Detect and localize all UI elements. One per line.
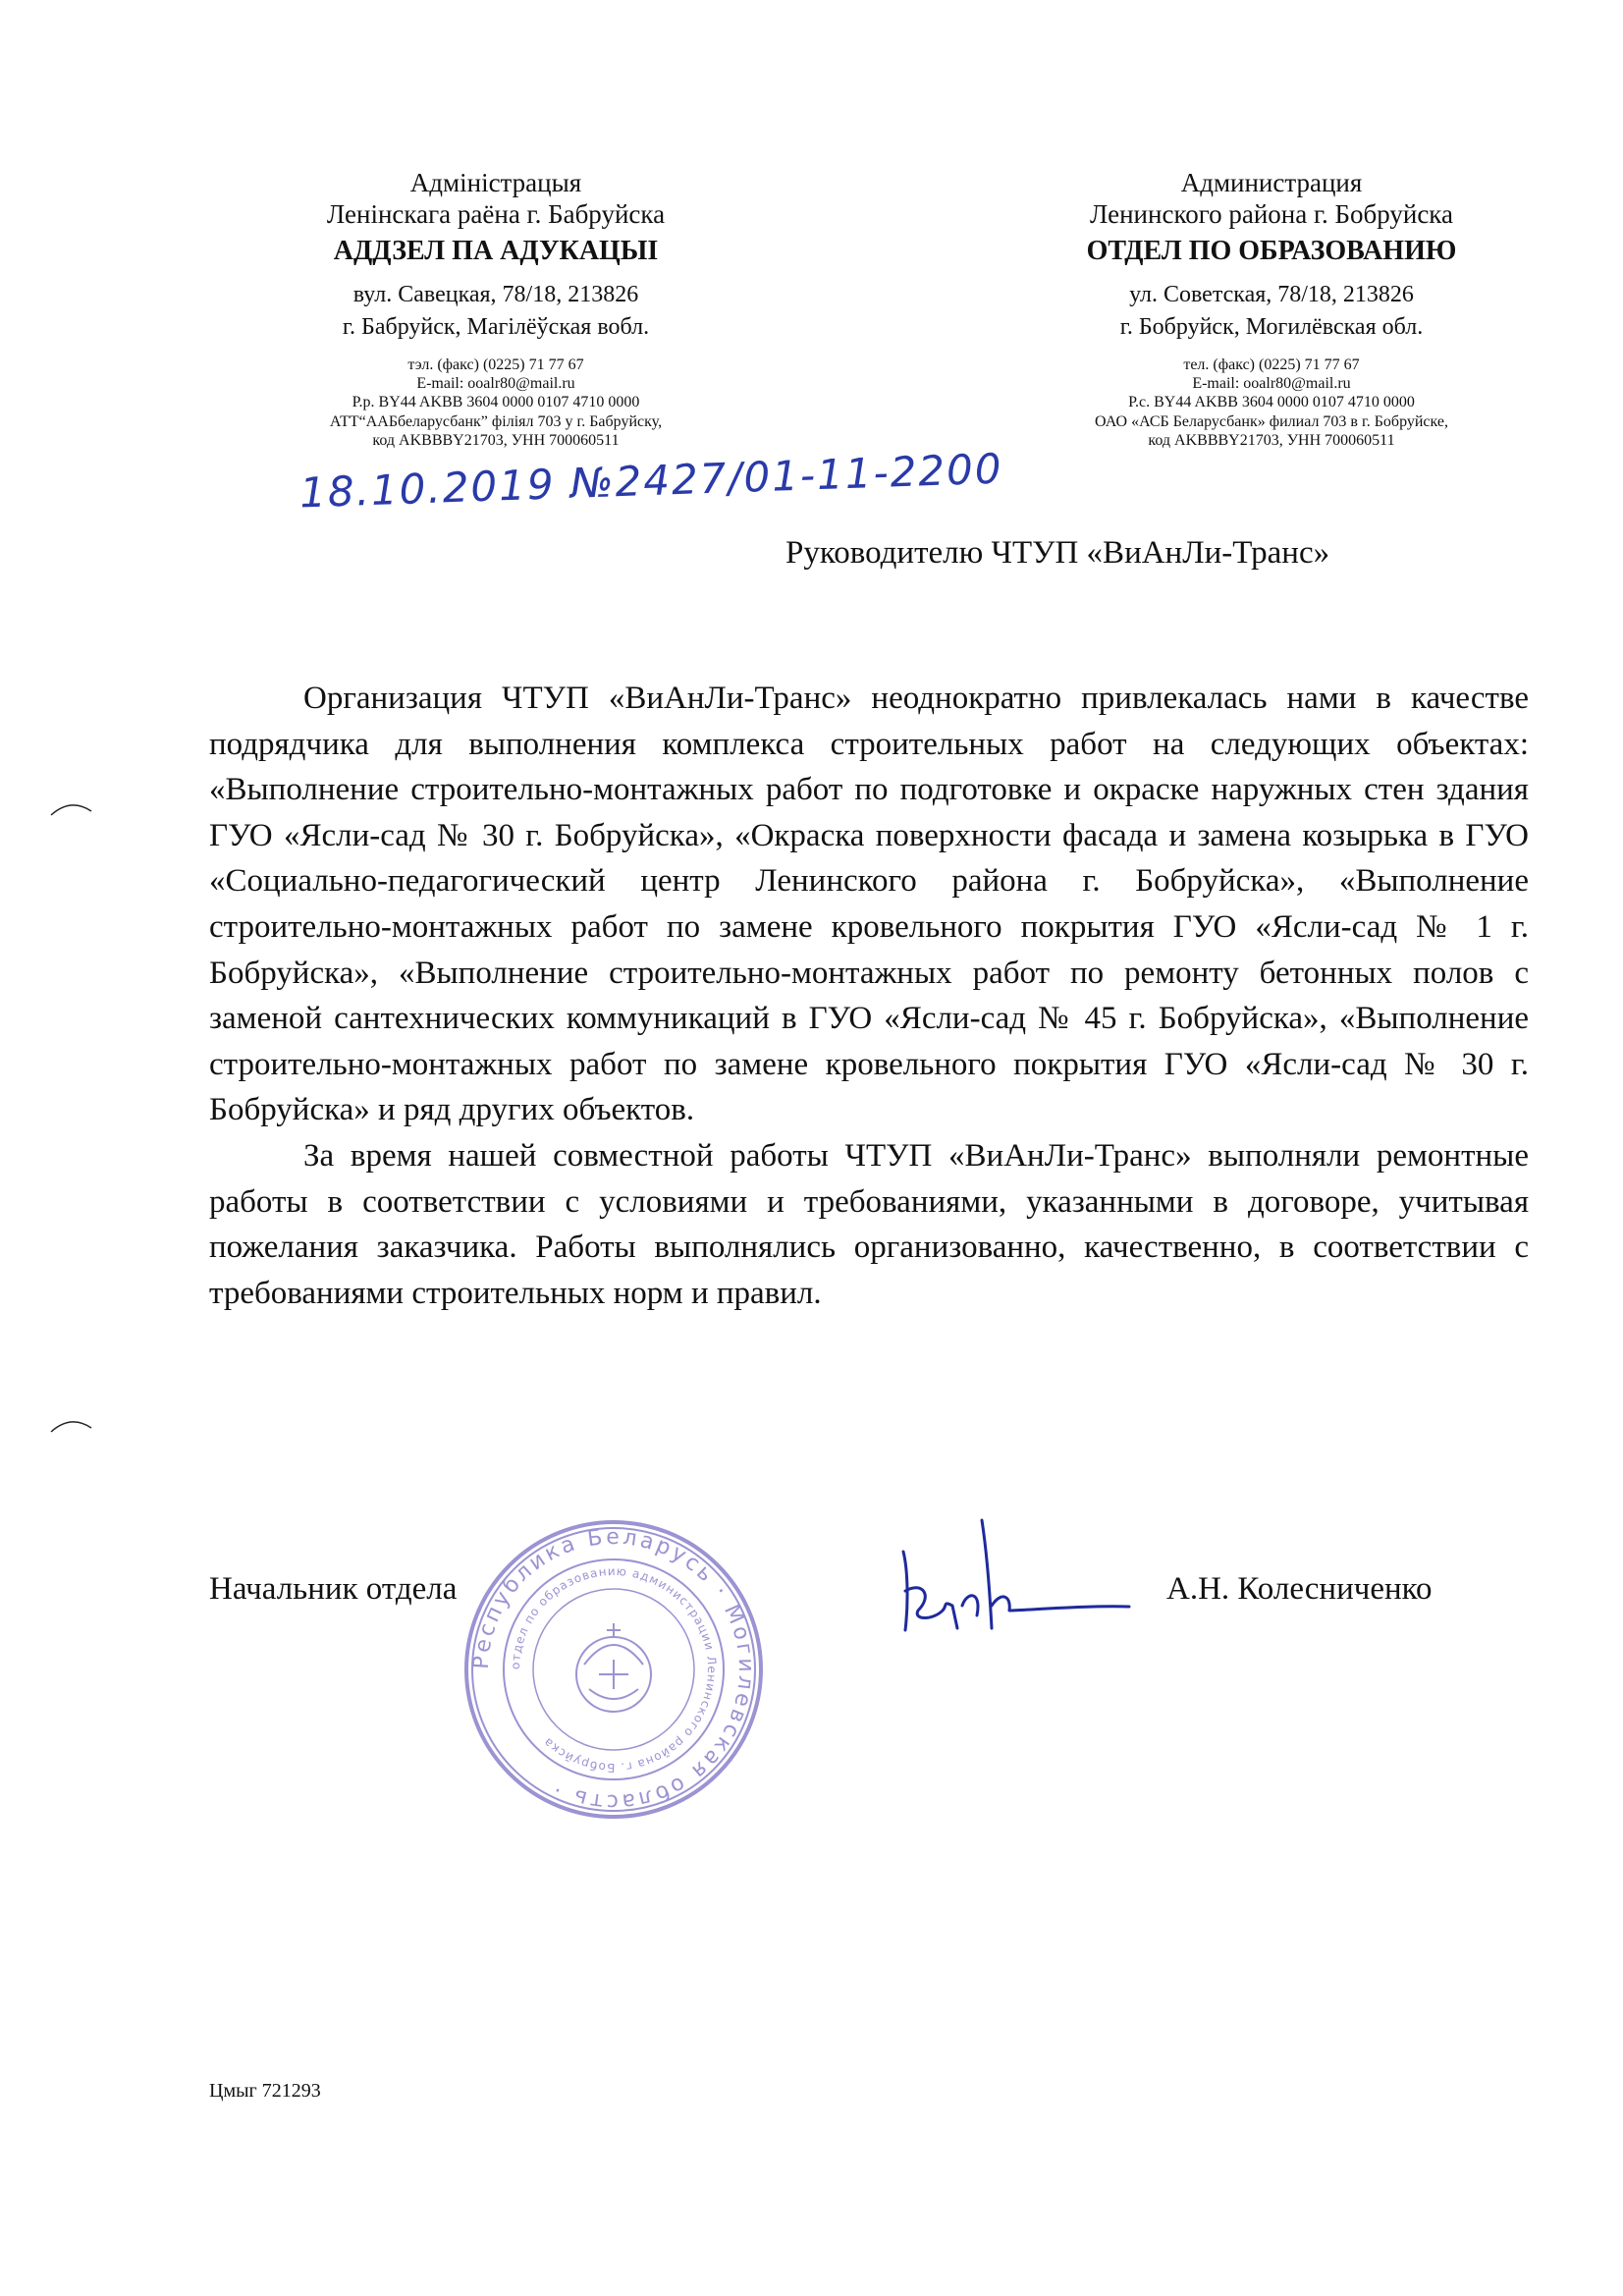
header-left-code: код AKBBBY21703, УНН 700060511 [372, 431, 620, 449]
header-right-line2: Ленинского района г. Бобруйска [1090, 199, 1453, 230]
official-stamp [461, 1517, 766, 1822]
handwritten-signature [864, 1512, 1139, 1660]
stamp-graphic [461, 1517, 766, 1822]
header-right-email: E-mail: ooalr80@mail.ru [1192, 375, 1351, 393]
signature-graphic [864, 1512, 1139, 1660]
header-left-phone: тэл. (факс) (0225) 71 77 67 [407, 355, 584, 373]
punch-mark-top [49, 797, 93, 817]
header-left-line2: Ленінскага раёна г. Бабруйска [326, 199, 666, 230]
body-paragraph-1: Организация ЧТУП «ВиАнЛи-Транс» неоднократно привлекалась нами в качестве подрядчика для выполнения комплекса строительных работ на следующих объектах: «Выполнение строительно-монтажных работ по подготовке и окраске наружных стен здания ГУО «Ясли-сад № 30 г. Бобруйска», «Окраска поверхности фасада и замена козырька в ГУО «Социально-педагогический центр Ленинского района г. Бобруйска», «Выполнение строительно-монтажных работ по замене кровельного покрытия ГУО «Ясли-сад № 1 г. Бобруйска», «Выполнение строительно-монтажных работ по ремонту бетонных полов с заменой сантехнических коммуникаций в ГУО «Ясли-сад № 45 г. Бобруйска», «Выполнение строительно-монтажных работ по замене кровельного покрытия ГУО «Ясли-сад № 30 г. Бобруйска» и ряд других объектов. [209, 681, 1529, 1128]
punch-mark-bottom [49, 1414, 93, 1434]
stamp-inner-text: отдел по образованию администрации Ленинского района г. Бобруйска [508, 1563, 720, 1776]
letter-body [209, 676, 1529, 1316]
header-left-address: вул. Савецкая, 78/18, 213826 [352, 282, 639, 308]
header-right-bank: ОАО «АСБ Беларусбанк» филиал 703 в г. Бобруйске, [1095, 412, 1448, 430]
signatory-title: Начальник отдела [209, 1571, 458, 1607]
header-left-city: г. Бабруйск, Магілёўская вобл. [342, 314, 650, 341]
body-paragraph-2: За время нашей совместной работы ЧТУП «ВиАнЛи-Транс» выполняли ремонтные работы в соответствии с условиями и требованиями, указанными в договоре, учитывая пожелания заказчика. Работы выполнялись организованно, качественно, в соответствии с требованиями строительных норм и правил. [209, 1137, 1529, 1311]
header-right [967, 167, 1576, 450]
coat-of-arms-emblem [576, 1623, 651, 1712]
header-right-city: г. Бобруйск, Могилёвская обл. [1119, 314, 1424, 341]
header-left-email: E-mail: ooalr80@mail.ru [416, 375, 575, 393]
addressee: Руководителю ЧТУП «ВиАнЛи-Транс» [785, 535, 1330, 571]
header-right-line1: Администрация [1180, 168, 1363, 197]
stamp-outer-text: Республика Беларусь · Могилевская область · [468, 1524, 759, 1815]
header-left-department: АДДЗЕЛ ПА АДУКАЦЫІ [333, 235, 659, 266]
header-right-code: код AKBBBY21703, УНН 700060511 [1148, 431, 1395, 449]
signatory-name: А.Н. Колесниченко [1166, 1571, 1433, 1607]
header-right-department: ОТДЕЛ ПО ОБРАЗОВАНИЮ [1086, 235, 1457, 266]
header-right-account: Р.с. BY44 AKBB 3604 0000 0107 4710 0000 [1128, 394, 1415, 411]
header-left-account: Р.р. BY44 AKBB 3604 0000 0107 4710 0000 [352, 394, 640, 411]
header-left-line1: Адміністрацыя [409, 168, 582, 197]
header-left [221, 167, 771, 450]
header-left-bank: АТТ“ААБбеларусбанк” філіял 703 у г. Бабруйску, [329, 412, 663, 430]
registration-number: 18.10.2019 №2427/01-11-2200 [298, 444, 1004, 518]
header-right-phone: тел. (факс) (0225) 71 77 67 [1183, 355, 1360, 373]
header-right-address: ул. Советская, 78/18, 213826 [1129, 282, 1414, 308]
print-code: Цмыг 721293 [209, 2080, 321, 2102]
